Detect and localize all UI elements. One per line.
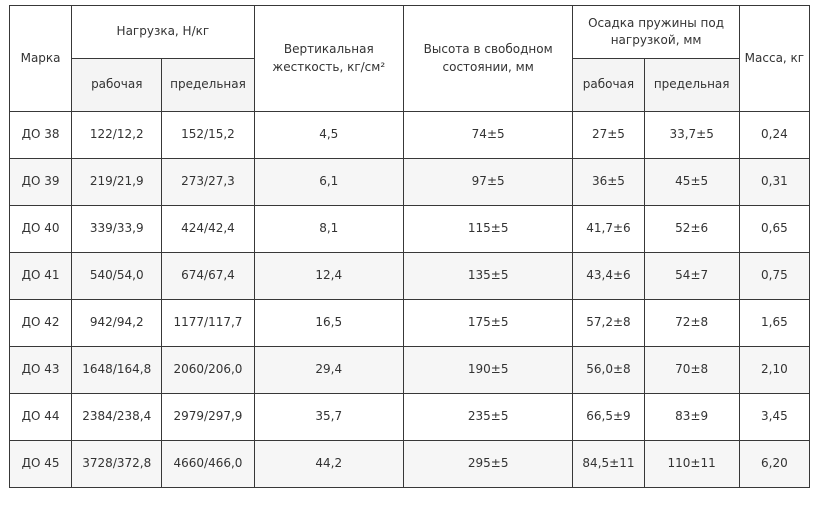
header-deflection-group: Осадка пружины под нагрузкой, мм [573,6,739,59]
cell-marka: ДО 41 [10,253,72,300]
header-mass: Масса, кг [739,6,809,112]
cell-marka: ДО 45 [10,441,72,488]
table-row [10,112,810,159]
cell-free-height: 190±5 [403,347,572,394]
cell-load-working: 1648/164,8 [72,347,162,394]
cell-free-height: 235±5 [403,394,572,441]
cell-mass: 1,65 [739,300,809,347]
cell-mass: 0,75 [739,253,809,300]
cell-load-working: 122/12,2 [72,112,162,159]
cell-mass: 6,20 [739,441,809,488]
cell-load-limit: 424/42,4 [162,206,254,253]
cell-load-working: 219/21,9 [72,159,162,206]
cell-marka: ДО 44 [10,394,72,441]
cell-load-limit: 1177/117,7 [162,300,254,347]
cell-load-working: 942/94,2 [72,300,162,347]
cell-mass: 0,65 [739,206,809,253]
cell-deflection-working: 56,0±8 [573,347,644,394]
table-row [10,206,810,253]
header-load-group: Нагрузка, Н/кг [72,6,254,59]
cell-stiffness: 35,7 [254,394,403,441]
cell-load-limit: 2979/297,9 [162,394,254,441]
table-row [10,347,810,394]
table-header [10,6,810,112]
cell-mass: 2,10 [739,347,809,394]
header-deflection-limit: предельная [644,59,739,112]
cell-stiffness: 6,1 [254,159,403,206]
table-body [10,112,810,488]
cell-stiffness: 8,1 [254,206,403,253]
cell-free-height: 295±5 [403,441,572,488]
header-free-height: Высота в свободном состоянии, мм [403,6,572,112]
table-row [10,300,810,347]
cell-marka: ДО 42 [10,300,72,347]
cell-marka: ДО 43 [10,347,72,394]
cell-deflection-working: 43,4±6 [573,253,644,300]
cell-mass: 3,45 [739,394,809,441]
cell-marka: ДО 39 [10,159,72,206]
cell-stiffness: 44,2 [254,441,403,488]
cell-mass: 0,31 [739,159,809,206]
table-row [10,394,810,441]
cell-stiffness: 29,4 [254,347,403,394]
cell-marka: ДО 38 [10,112,72,159]
header-deflection-working: рабочая [573,59,644,112]
cell-deflection-limit: 52±6 [644,206,739,253]
cell-stiffness: 4,5 [254,112,403,159]
cell-load-limit: 2060/206,0 [162,347,254,394]
cell-deflection-limit: 45±5 [644,159,739,206]
header-marka: Марка [10,6,72,112]
cell-deflection-limit: 54±7 [644,253,739,300]
cell-load-limit: 273/27,3 [162,159,254,206]
cell-deflection-working: 36±5 [573,159,644,206]
cell-deflection-working: 27±5 [573,112,644,159]
cell-deflection-limit: 110±11 [644,441,739,488]
cell-deflection-limit: 33,7±5 [644,112,739,159]
header-stiffness: Вертикальная жесткость, кг/см² [254,6,403,112]
cell-load-limit: 4660/466,0 [162,441,254,488]
cell-deflection-working: 41,7±6 [573,206,644,253]
cell-free-height: 97±5 [403,159,572,206]
table-row [10,159,810,206]
cell-load-working: 2384/238,4 [72,394,162,441]
cell-deflection-working: 57,2±8 [573,300,644,347]
cell-deflection-working: 66,5±9 [573,394,644,441]
cell-deflection-limit: 70±8 [644,347,739,394]
cell-deflection-limit: 83±9 [644,394,739,441]
cell-deflection-working: 84,5±11 [573,441,644,488]
spring-spec-table [9,5,810,488]
cell-load-limit: 674/67,4 [162,253,254,300]
header-load-limit: предельная [162,59,254,112]
cell-load-working: 540/54,0 [72,253,162,300]
header-load-working: рабочая [72,59,162,112]
cell-load-working: 339/33,9 [72,206,162,253]
cell-marka: ДО 40 [10,206,72,253]
cell-load-working: 3728/372,8 [72,441,162,488]
cell-free-height: 175±5 [403,300,572,347]
cell-mass: 0,24 [739,112,809,159]
cell-stiffness: 12,4 [254,253,403,300]
cell-free-height: 115±5 [403,206,572,253]
cell-load-limit: 152/15,2 [162,112,254,159]
table-row [10,253,810,300]
cell-deflection-limit: 72±8 [644,300,739,347]
cell-free-height: 74±5 [403,112,572,159]
cell-stiffness: 16,5 [254,300,403,347]
cell-free-height: 135±5 [403,253,572,300]
table-row [10,441,810,488]
